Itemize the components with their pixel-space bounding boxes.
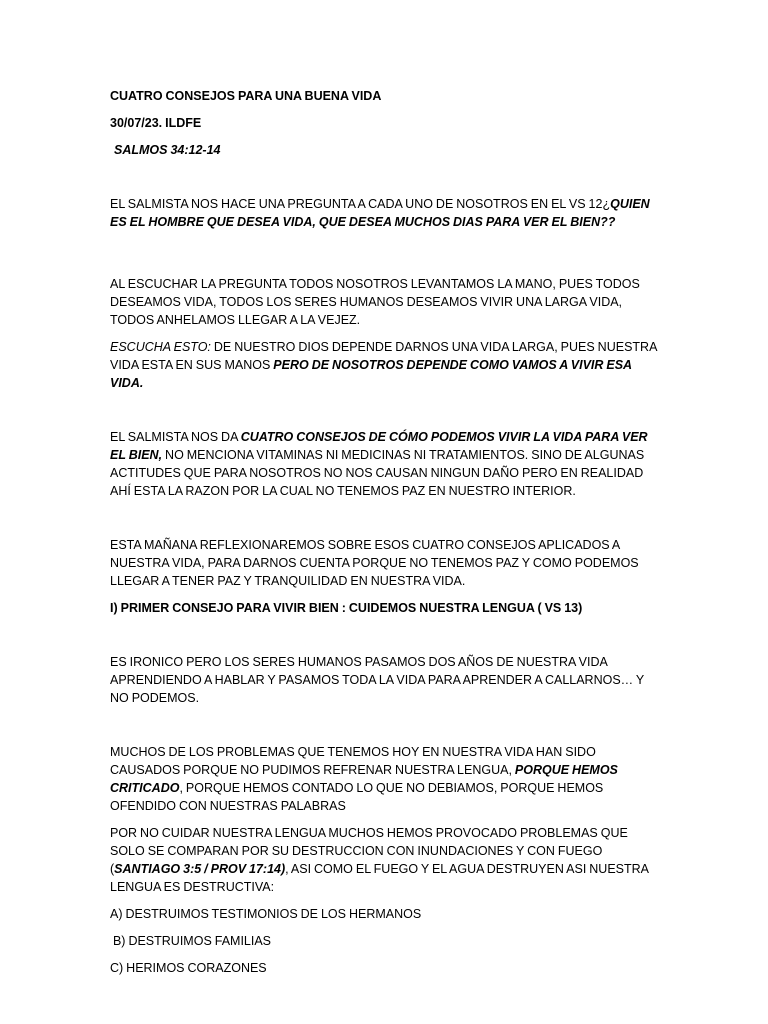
- paragraph-listen: [110, 338, 658, 392]
- paragraph-destruction-c: , ASI COMO EL FUEGO Y EL AGUA DESTRUYEN ASI NUESTRA LENGUA ES DESTRUCTIVA:: [110, 862, 649, 894]
- paragraph-listen-emphasis: PERO DE NOSOTROS DEPENDE COMO VAMOS A VIVIR ESA VIDA.: [110, 358, 632, 390]
- paragraph-ironic: ES IRONICO PERO LOS SERES HUMANOS PASAMOS DOS AÑOS DE NUESTRA VIDA APRENDIENDO A HABLAR Y PASAMOS TODA LA VIDA PARA APRENDER A CALLARNOS… Y NO PODEMOS.: [110, 655, 645, 705]
- paragraph-question-text: EL SALMISTA NOS HACE UNA PREGUNTA A CADA UNO DE NOSOTROS EN EL VS 12¿: [110, 197, 611, 211]
- paragraph-question-quote: QUIEN ES EL HOMBRE QUE DESEA VIDA, QUE DESEA MUCHOS DIAS PARA VER EL BIEN??: [110, 197, 650, 229]
- paragraph-four-advice-a: EL SALMISTA NOS DA: [110, 430, 241, 444]
- list-item-a: A) DESTRUIMOS TESTIMONIOS DE LOS HERMANOS: [110, 907, 422, 921]
- document-page: [110, 87, 658, 977]
- scripture-reference: SALMOS 34:12-14: [114, 143, 221, 157]
- paragraph-listen-text: DE NUESTRO DIOS DEPENDE DARNOS UNA VIDA LARGA, PUES NUESTRA VIDA ESTA EN SUS MANOS: [110, 340, 657, 372]
- date-line: 30/07/23. ILDFE: [110, 116, 202, 130]
- list-item-c: C) HERIMOS CORAZONES: [110, 961, 267, 975]
- paragraph-problems-c: , PORQUE HEMOS CONTADO LO QUE NO DEBIAMOS, PORQUE HEMOS OFENDIDO CON NUESTRAS PALABRAS: [110, 781, 604, 813]
- paragraph-reflection: ESTA MAÑANA REFLEXIONAREMOS SOBRE ESOS CUATRO CONSEJOS APLICADOS A NUESTRA VIDA, PARA DARNOS CUENTA PORQUE NO TENEMOS PAZ Y COMO PODEMOS LLEGAR A TENER PAZ Y TRANQUILIDAD EN NUESTRA VIDA.: [110, 538, 639, 588]
- paragraph-four-advice: [110, 428, 658, 500]
- paragraph-problems-a: MUCHOS DE LOS PROBLEMAS QUE TENEMOS HOY EN NUESTRA VIDA HAN SIDO CAUSADOS PORQUE NO PUDIMOS REFRENAR NUESTRA LENGUA,: [110, 745, 596, 777]
- section-heading-first-advice: I) PRIMER CONSEJO PARA VIVIR BIEN : CUIDEMOS NUESTRA LENGUA ( VS 13): [110, 601, 583, 615]
- paragraph-destruction-a: POR NO CUIDAR NUESTRA LENGUA MUCHOS HEMOS PROVOCADO PROBLEMAS QUE SOLO SE COMPARAN POR SU DESTRUCCION CON INUNDACIONES Y CON FUEGO (: [110, 826, 628, 876]
- paragraph-listen-lead: ESCUCHA ESTO:: [110, 340, 211, 354]
- paragraph-problems: [110, 743, 658, 815]
- paragraph-four-advice-c: NO MENCIONA VITAMINAS NI MEDICINAS NI TRATAMIENTOS. SINO DE ALGUNAS ACTITUDES QUE PARA NOSOTROS NO NOS CAUSAN NINGUN DAÑO PERO EN REALIDAD AHÍ ESTA LA RAZON POR LA CUAL NO TENEMOS PAZ EN NUESTRO INTERIOR.: [110, 448, 645, 498]
- list-item-b: B) DESTRUIMOS FAMILIAS: [110, 934, 272, 948]
- paragraph-destruction: [110, 824, 658, 896]
- paragraph-question: [110, 195, 658, 231]
- paragraph-four-advice-emphasis: CUATRO CONSEJOS DE CÓMO PODEMOS VIVIR LA VIDA PARA VER EL BIEN,: [110, 430, 648, 462]
- document-title: CUATRO CONSEJOS PARA UNA BUENA VIDA: [110, 89, 382, 103]
- paragraph-desire-life: AL ESCUCHAR LA PREGUNTA TODOS NOSOTROS LEVANTAMOS LA MANO, PUES TODOS DESEAMOS VIDA, TODOS LOS SERES HUMANOS DESEAMOS VIVIR UNA LARGA VIDA, TODOS ANHELAMOS LLEGAR A LA VEJEZ.: [110, 277, 640, 327]
- paragraph-problems-emphasis: PORQUE HEMOS CRITICADO: [110, 763, 618, 795]
- paragraph-destruction-reference: SANTIAGO 3:5 / PROV 17:14): [114, 862, 286, 876]
